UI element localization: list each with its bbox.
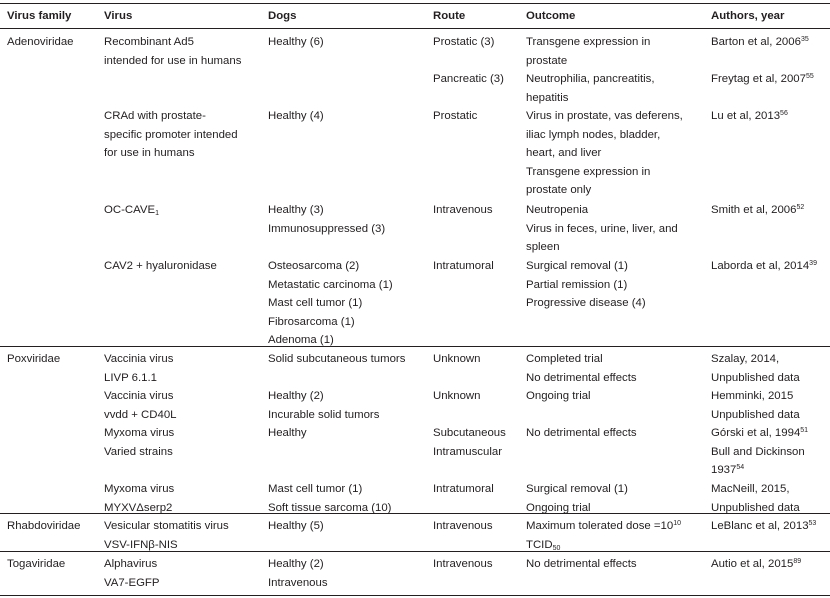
virus-cell-text: VSV-IFNβ-NIS — [104, 538, 178, 551]
author-cell — [711, 201, 804, 220]
outcome-cell-line — [526, 181, 683, 200]
route-cell-text: Intratumoral — [433, 260, 494, 272]
dogs-cell-text: Healthy (2) — [268, 558, 324, 570]
dogs-cell — [268, 555, 328, 592]
header-rule — [0, 28, 830, 29]
author-cell-text: Autio et al, 2015 — [711, 558, 794, 570]
virus-cell — [104, 480, 174, 517]
author-cell — [711, 107, 788, 126]
outcome-cell-text: Virus in prostate, vas deferens, — [526, 110, 683, 122]
virus-cell-line — [104, 480, 174, 499]
outcome-cell-text: No detrimental effects — [526, 427, 637, 439]
author-cell-text: Szalay, 2014, — [711, 353, 780, 365]
dogs-cell-line — [268, 220, 385, 239]
outcome-cell-line — [526, 276, 646, 295]
route-cell-line — [433, 350, 481, 369]
dogs-cell — [268, 517, 324, 536]
dogs-cell-text: Healthy — [268, 427, 307, 439]
dogs-cell-text: Incurable solid tumors — [268, 408, 380, 421]
author-cell-text: Lu et al, 2013 — [711, 110, 781, 122]
outcome-cell-line — [526, 517, 681, 536]
outcome-subscript: 50 — [552, 544, 561, 552]
virus-cell-text: for use in humans — [104, 147, 195, 160]
virus-cell — [104, 424, 174, 461]
outcome-cell-text: No detrimental effects — [526, 558, 637, 570]
reference-superscript: 51 — [800, 427, 809, 434]
author-cell-line — [711, 443, 808, 462]
author-cell-text: Unpublished data — [711, 501, 800, 514]
route-cell-line — [433, 443, 506, 462]
virus-cell-line — [104, 257, 217, 276]
outcome-cell-text: Neutropenia — [526, 204, 589, 216]
virus-cell-text: intended for use in humans — [104, 54, 242, 67]
outcome-cell — [526, 107, 683, 200]
outcome-cell-line — [526, 480, 628, 499]
virus-cell-line — [104, 574, 160, 593]
outcome-cell — [526, 424, 637, 443]
author-cell-text: Laborda et al, 2014 — [711, 260, 810, 272]
dogs-cell-text: Healthy (5) — [268, 520, 324, 532]
dogs-cell — [268, 107, 324, 126]
virus-cell-text: Varied strains — [104, 445, 173, 458]
virus-cell-text: Vaccinia virus — [104, 390, 174, 402]
virus-cell — [104, 350, 173, 387]
virus-cell-line — [104, 201, 159, 220]
route-cell-text: Intravenous — [433, 520, 493, 532]
virus-cell-text: Vaccinia virus — [104, 353, 174, 365]
author-cell-line — [711, 257, 817, 276]
route-cell — [433, 387, 481, 406]
virus-cell-line — [104, 107, 238, 126]
route-cell-text: Unknown — [433, 390, 481, 402]
route-cell-text: Intravenous — [433, 558, 493, 570]
route-cell-line — [433, 107, 477, 126]
dogs-cell-text: Healthy (4) — [268, 110, 324, 122]
dogs-cell-line — [268, 107, 324, 126]
virus-cell-line — [104, 424, 174, 443]
virus-cell-text: Myxoma virus — [104, 427, 175, 439]
route-cell-text: Prostatic — [433, 110, 478, 122]
outcome-cell — [526, 33, 650, 70]
virus-cell-line — [104, 406, 177, 425]
route-cell-line — [433, 257, 494, 276]
virus-cell — [104, 555, 160, 592]
family-divider-rule — [0, 346, 830, 347]
route-cell-line — [433, 424, 506, 443]
virus-family-cell: Togaviridae — [7, 558, 66, 570]
virus-cell-text: OC-CAVE — [104, 204, 156, 216]
virus-cell-text: CAV2 + hyaluronidase — [104, 260, 217, 272]
outcome-cell — [526, 480, 628, 517]
route-cell-text: Intravenous — [433, 204, 493, 216]
dogs-cell-line — [268, 257, 393, 276]
author-cell-line — [711, 461, 808, 480]
virus-family-cell: Adenoviridae — [7, 36, 74, 48]
outcome-cell-text: prostate — [526, 54, 568, 67]
outcome-cell-line — [526, 144, 683, 163]
author-cell — [711, 424, 808, 480]
author-cell-text: Smith et al, 2006 — [711, 204, 797, 216]
header-outcome: Outcome — [526, 10, 576, 22]
author-cell-line — [711, 107, 788, 126]
route-cell — [433, 201, 493, 220]
outcome-cell-text: Neutrophilia, pancreatitis, — [526, 73, 655, 85]
route-cell-text: Intramuscular — [433, 445, 503, 458]
outcome-cell-text: spleen — [526, 241, 560, 254]
dogs-cell — [268, 257, 393, 350]
outcome-cell-text: Completed trial — [526, 353, 603, 365]
outcome-cell-text: TCID — [526, 538, 553, 551]
outcome-cell-text: prostate only — [526, 184, 592, 197]
dogs-cell-text: Fibrosarcoma (1) — [268, 315, 355, 328]
reference-superscript: 53 — [808, 520, 817, 527]
outcome-cell-text: Surgical removal (1) — [526, 483, 628, 495]
reference-superscript: 54 — [736, 464, 745, 472]
outcome-cell — [526, 201, 678, 257]
virus-cell-line — [104, 52, 241, 71]
route-cell-text: Subcutaneous — [433, 427, 506, 439]
outcome-cell-line — [526, 52, 650, 71]
virus-family-cell: Poxviridae — [7, 353, 61, 365]
author-cell-text: Hemminki, 2015 — [711, 390, 794, 402]
author-cell-line — [711, 499, 800, 518]
dogs-cell-text: Healthy (3) — [268, 204, 324, 216]
author-cell-line — [711, 387, 800, 406]
dogs-cell-text: Mast cell tumor (1) — [268, 483, 363, 495]
outcome-cell-line — [526, 555, 637, 574]
outcome-cell-line — [526, 387, 591, 406]
virus-subscript: 1 — [155, 210, 159, 217]
outcome-cell — [526, 257, 646, 313]
outcome-cell-line — [526, 238, 678, 257]
virus-cell-line — [104, 443, 174, 462]
author-cell-line — [711, 33, 809, 52]
dogs-cell-line — [268, 294, 393, 313]
reference-superscript: 35 — [800, 36, 809, 43]
author-cell-text: 1937 — [711, 464, 737, 477]
author-cell — [711, 517, 816, 536]
outcome-cell-text: heart, and liver — [526, 147, 602, 160]
virus-cell — [104, 201, 159, 220]
route-cell — [433, 107, 477, 126]
top-rule — [0, 3, 830, 4]
virus-cell-text: vvdd + CD40L — [104, 408, 177, 421]
reference-superscript: 55 — [805, 73, 814, 80]
reference-superscript: 56 — [780, 110, 788, 117]
route-cell — [433, 33, 494, 52]
author-cell-text: Unpublished data — [711, 408, 800, 421]
virus-cell-line — [104, 126, 238, 145]
author-cell — [711, 480, 800, 517]
dogs-cell-text: Adenoma (1) — [268, 334, 334, 347]
author-cell-text: LeBlanc et al, 2013 — [711, 520, 809, 532]
outcome-cell-line — [526, 33, 650, 52]
route-cell-line — [433, 33, 494, 52]
author-cell-text: Bull and Dickinson — [711, 445, 805, 458]
outcome-cell-text: iliac lymph nodes, bladder, — [526, 128, 661, 141]
dogs-cell-text: Solid subcutaneous tumors — [268, 353, 406, 365]
route-cell-line — [433, 387, 481, 406]
virus-cell-text: VA7-EGFP — [104, 576, 160, 589]
dogs-cell-text: Intravenous — [268, 576, 328, 589]
virus-cell-text: LIVP 6.1.1 — [104, 371, 157, 384]
dogs-cell-line — [268, 574, 328, 593]
outcome-cell-line — [526, 163, 683, 182]
outcome-cell-text: Transgene expression in — [526, 165, 651, 178]
virus-cell-line — [104, 517, 229, 536]
virus-cell-line — [104, 555, 160, 574]
route-cell-line — [433, 70, 504, 89]
virus-cell — [104, 257, 217, 276]
virus-cell-text: Recombinant Ad5 — [104, 36, 194, 48]
reference-superscript: 39 — [809, 260, 817, 267]
outcome-cell — [526, 350, 637, 387]
author-cell-line — [711, 70, 814, 89]
virus-cell — [104, 107, 238, 163]
header-route: Route — [433, 10, 466, 22]
outcome-cell — [526, 387, 591, 406]
outcome-cell — [526, 517, 681, 554]
route-cell-text: Unknown — [433, 353, 481, 365]
dogs-cell — [268, 201, 385, 238]
author-cell-text: Freytag et al, 2007 — [711, 73, 806, 85]
virus-cell — [104, 387, 177, 424]
virus-cell-line — [104, 33, 241, 52]
dogs-cell-text: Mast cell tumor (1) — [268, 297, 363, 310]
dogs-cell-line — [268, 276, 393, 295]
outcome-cell-line — [526, 257, 646, 276]
outcome-cell-line — [526, 107, 683, 126]
author-cell-line — [711, 201, 804, 220]
dogs-cell-line — [268, 350, 405, 369]
outcome-cell-line — [526, 424, 637, 443]
dogs-cell — [268, 350, 405, 369]
author-cell-line — [711, 350, 800, 369]
outcome-cell-line — [526, 220, 678, 239]
virus-cell-line — [104, 387, 177, 406]
header-dogs: Dogs — [268, 10, 297, 22]
author-cell-line — [711, 406, 800, 425]
outcome-cell-text: Virus in feces, urine, liver, and — [526, 222, 678, 235]
dogs-cell-text: Soft tissue sarcoma (10) — [268, 501, 392, 514]
dogs-cell-text: Osteosarcoma (2) — [268, 260, 360, 272]
outcome-cell-text: Partial remission (1) — [526, 278, 628, 291]
author-cell — [711, 33, 809, 52]
dogs-cell-line — [268, 313, 393, 332]
author-cell-text: Górski et al, 1994 — [711, 427, 801, 439]
header-virus-family: Virus family — [7, 10, 72, 22]
author-cell-line — [711, 555, 801, 574]
virus-cell-text: CRAd with prostate- — [104, 110, 206, 122]
route-cell-text: Intratumoral — [433, 483, 494, 495]
virus-cell — [104, 33, 241, 70]
outcome-cell-text: Progressive disease (4) — [526, 297, 646, 310]
route-cell-line — [433, 201, 493, 220]
author-cell — [711, 350, 800, 387]
virus-cell-line — [104, 369, 173, 388]
author-cell — [711, 257, 817, 276]
bottom-rule — [0, 595, 830, 596]
dogs-cell-text: Healthy (6) — [268, 36, 324, 48]
header-authors-year: Authors, year — [711, 10, 785, 22]
virus-cell-line — [104, 350, 173, 369]
route-cell — [433, 350, 481, 369]
dogs-cell — [268, 33, 324, 52]
reference-superscript: 52 — [796, 204, 805, 211]
author-cell-text: Unpublished data — [711, 371, 800, 384]
route-cell — [433, 480, 494, 499]
dogs-cell-text: Immunosuppressed (3) — [268, 222, 386, 235]
route-cell — [433, 517, 493, 536]
outcome-cell-text: No detrimental effects — [526, 371, 637, 384]
virus-cell-text: MYXVΔserp2 — [104, 501, 173, 514]
dogs-cell-line — [268, 387, 379, 406]
virus-cell-line — [104, 499, 174, 518]
outcome-cell-line — [526, 369, 637, 388]
outcome-cell-text: Maximum tolerated dose =10 — [526, 520, 674, 532]
virus-cell — [104, 517, 229, 554]
family-divider-rule — [0, 513, 830, 514]
dogs-cell — [268, 387, 379, 424]
virus-cell-text: Vesicular stomatitis virus — [104, 520, 229, 532]
route-cell — [433, 555, 493, 574]
route-cell — [433, 70, 504, 89]
outcome-cell-text: Ongoing trial — [526, 501, 591, 514]
outcome-cell-line — [526, 89, 655, 108]
author-cell-line — [711, 424, 808, 443]
outcome-cell-line — [526, 126, 683, 145]
outcome-cell-text: Ongoing trial — [526, 390, 591, 402]
author-cell-text: Barton et al, 2006 — [711, 36, 801, 48]
outcome-cell — [526, 555, 637, 574]
dogs-cell-line — [268, 33, 324, 52]
virus-cell-text: Myxoma virus — [104, 483, 175, 495]
author-cell — [711, 70, 814, 89]
route-cell — [433, 424, 506, 461]
outcome-cell-text: Transgene expression in — [526, 36, 651, 48]
virus-cell-text: specific promoter intended — [104, 128, 238, 141]
virus-family-cell: Rhabdoviridae — [7, 520, 81, 532]
dogs-cell-line — [268, 331, 393, 350]
dogs-cell-line — [268, 555, 328, 574]
outcome-cell-line — [526, 350, 637, 369]
outcome-cell-text: Surgical removal (1) — [526, 260, 628, 272]
dogs-cell-text: Healthy (2) — [268, 390, 324, 402]
route-cell-line — [433, 555, 493, 574]
dogs-cell-text: Metastatic carcinoma (1) — [268, 278, 393, 291]
author-cell-line — [711, 480, 800, 499]
route-cell-line — [433, 480, 494, 499]
dogs-cell-line — [268, 424, 307, 443]
dogs-cell-line — [268, 201, 385, 220]
dogs-cell-line — [268, 517, 324, 536]
author-cell-text: MacNeill, 2015, — [711, 483, 790, 495]
dogs-cell-line — [268, 480, 391, 499]
dogs-cell — [268, 480, 391, 517]
outcome-cell-line — [526, 70, 655, 89]
outcome-cell — [526, 70, 655, 107]
dogs-cell — [268, 424, 307, 443]
outcome-cell-line — [526, 499, 628, 518]
author-cell-line — [711, 517, 816, 536]
route-cell — [433, 257, 494, 276]
author-cell — [711, 387, 800, 424]
author-cell-line — [711, 369, 800, 388]
outcome-superscript: 10 — [673, 520, 682, 527]
dogs-cell-line — [268, 499, 391, 518]
route-cell-text: Prostatic (3) — [433, 36, 495, 48]
outcome-cell-line — [526, 294, 646, 313]
dogs-cell-line — [268, 406, 379, 425]
virus-cell-text: Alphavirus — [104, 558, 158, 570]
reference-superscript: 89 — [793, 558, 802, 565]
virus-cell-line — [104, 144, 238, 163]
header-virus: Virus — [104, 10, 133, 22]
family-divider-rule — [0, 551, 830, 552]
route-cell-text: Pancreatic (3) — [433, 73, 504, 85]
route-cell-line — [433, 517, 493, 536]
outcome-cell-text: hepatitis — [526, 91, 569, 104]
author-cell — [711, 555, 801, 574]
outcome-cell-line — [526, 201, 678, 220]
